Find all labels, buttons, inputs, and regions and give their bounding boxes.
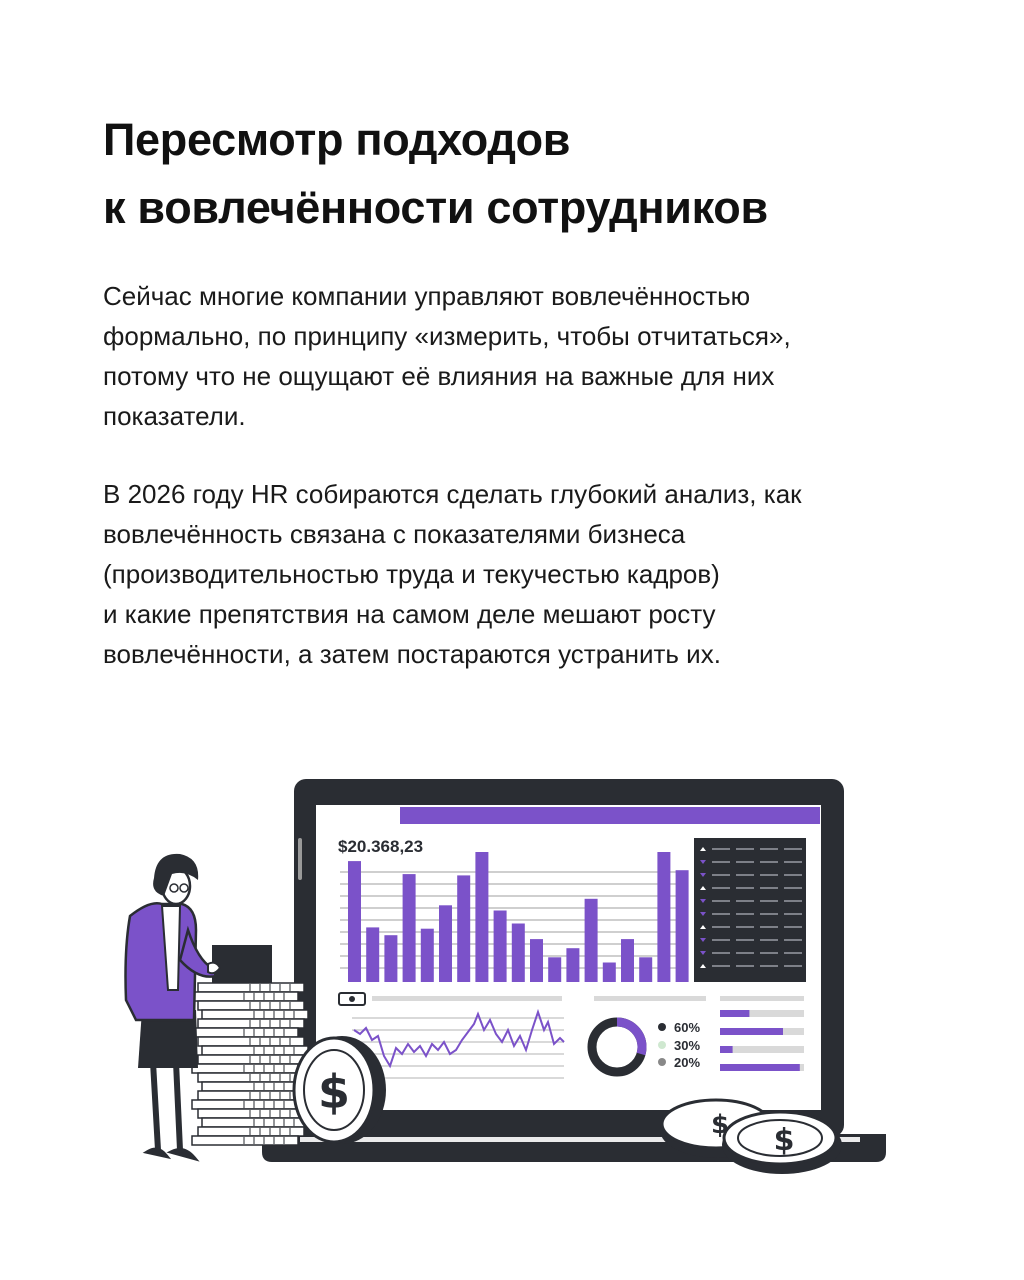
paragraph-line: показатели.	[103, 401, 246, 431]
chart-bar	[603, 963, 616, 983]
screen-amount: $20.368,23	[338, 837, 424, 856]
chart-bar	[384, 935, 397, 982]
chart-bar	[421, 929, 434, 982]
woman-legs	[153, 1062, 180, 1150]
table-cell-line	[736, 874, 754, 876]
table-cell-line	[784, 939, 802, 941]
legend-dot-2	[658, 1041, 666, 1049]
stacked-coin	[198, 1037, 304, 1046]
table-cell-line	[736, 913, 754, 915]
chart-bar	[512, 924, 525, 983]
table-cell-line	[760, 913, 778, 915]
table-cell-line	[712, 900, 730, 902]
table-cell-line	[712, 913, 730, 915]
paragraph-intro	[103, 276, 963, 436]
stacked-coin	[198, 1127, 304, 1136]
legend-dot-3	[658, 1058, 666, 1066]
table-cell-line	[784, 861, 802, 863]
coin-stack-top-block	[212, 945, 272, 983]
table-cell-line	[760, 965, 778, 967]
paragraph-forecast	[103, 474, 963, 674]
legend-label-1: 60%	[674, 1020, 701, 1035]
paragraph-line: В 2026 году HR собираются сделать глубокий анализ, как	[103, 479, 802, 509]
data-table	[694, 838, 806, 982]
stacked-coin	[202, 1082, 308, 1091]
paragraph-line: вовлечённости, а затем постараются устранить их.	[103, 639, 721, 669]
stacked-coin	[198, 1091, 304, 1100]
paragraph-line: вовлечённость связана с показателями бизнеса	[103, 519, 686, 549]
title-line-1: Пересмотр подходов	[103, 114, 571, 165]
stacked-coin	[192, 1136, 298, 1145]
chart-bar	[494, 911, 507, 983]
chart-bar	[457, 875, 470, 982]
table-cell-line	[784, 926, 802, 928]
table-cell-line	[760, 874, 778, 876]
woman-shoes	[148, 1150, 194, 1158]
paragraph-line: формально, по принципу «измерить, чтобы отчитаться»,	[103, 321, 791, 351]
coin-back-symbol: $	[710, 1110, 730, 1140]
chart-bar	[566, 948, 579, 982]
dollar-coin-icon	[294, 1036, 386, 1144]
table-cell-line	[712, 926, 730, 928]
chart-bar	[403, 874, 416, 982]
table-cell-line	[712, 939, 730, 941]
table-cell-line	[712, 874, 730, 876]
table-cell-line	[736, 887, 754, 889]
stacked-coin	[198, 1073, 304, 1082]
chart-bar	[530, 939, 543, 982]
paragraph-line: (производительностью труда и текучестью кадров)	[103, 559, 720, 589]
table-cell-line	[760, 939, 778, 941]
progress-fill	[720, 1046, 733, 1053]
chart-bar	[366, 927, 379, 982]
table-cell-line	[760, 848, 778, 850]
chart-bar	[621, 939, 634, 982]
legend-dot-1	[658, 1023, 666, 1031]
chart-bar	[475, 852, 488, 982]
chart-bar	[639, 957, 652, 982]
table-cell-line	[712, 952, 730, 954]
table-cell-line	[784, 848, 802, 850]
laptop-camera-bar	[298, 838, 302, 880]
stacked-coin	[202, 1046, 308, 1055]
coin-stack	[192, 983, 308, 1145]
title-line-2: к вовлечённости сотрудников	[103, 182, 768, 233]
screen-header-bar	[400, 807, 820, 824]
paragraph-line: потому что не ощущают её влияния на важные для них	[103, 361, 775, 391]
table-cell-line	[784, 874, 802, 876]
chart-bar	[439, 905, 452, 982]
table-cell-line	[760, 887, 778, 889]
data-table-bg	[694, 838, 806, 982]
stacked-coin	[198, 1055, 304, 1064]
dashboard-illustration	[0, 760, 1024, 1180]
table-cell-line	[736, 900, 754, 902]
table-cell-line	[760, 900, 778, 902]
stacked-coin	[192, 992, 298, 1001]
progress-header-bar	[720, 996, 804, 1001]
coin-front-symbol: $	[773, 1123, 795, 1158]
table-cell-line	[760, 926, 778, 928]
legend-label-3: 20%	[674, 1055, 701, 1070]
chart-bar	[676, 870, 689, 982]
table-cell-line	[736, 848, 754, 850]
table-cell-line	[736, 965, 754, 967]
table-cell-line	[784, 952, 802, 954]
stacked-coin	[198, 1019, 304, 1028]
stacked-coin	[198, 1109, 304, 1118]
table-cell-line	[736, 861, 754, 863]
stacked-coin	[198, 983, 304, 992]
stacked-coin	[198, 1001, 304, 1010]
big-coin-symbol: $	[317, 1065, 351, 1119]
banknote-icon-center	[349, 996, 355, 1002]
chart-bar	[585, 899, 598, 982]
chart-bar	[348, 861, 361, 982]
progress-fill	[720, 1010, 749, 1017]
donut-header-bar	[594, 996, 706, 1001]
paragraph-line: Сейчас многие компании управляют вовлечённостью	[103, 281, 751, 311]
stacked-coin	[192, 1028, 298, 1037]
stacked-coin	[202, 1118, 308, 1127]
stacked-coin	[192, 1100, 298, 1109]
progress-fill	[720, 1064, 800, 1071]
table-cell-line	[784, 965, 802, 967]
stacked-coin	[192, 1064, 298, 1073]
table-cell-line	[712, 965, 730, 967]
paragraph-line: и какие препятствия на самом деле мешают росту	[103, 599, 716, 629]
progress-fill	[720, 1028, 783, 1035]
table-cell-line	[712, 848, 730, 850]
table-cell-line	[712, 887, 730, 889]
chart-bar	[657, 852, 670, 982]
table-cell-line	[784, 887, 802, 889]
legend-label-2: 30%	[674, 1038, 701, 1053]
stacked-coin	[202, 1010, 308, 1019]
table-cell-line	[784, 900, 802, 902]
page-title	[103, 106, 963, 242]
table-cell-line	[712, 861, 730, 863]
table-cell-line	[760, 952, 778, 954]
table-cell-line	[760, 861, 778, 863]
table-cell-line	[736, 952, 754, 954]
line-chart-header-bar	[372, 996, 562, 1001]
chart-bar	[548, 957, 561, 982]
table-cell-line	[736, 939, 754, 941]
table-cell-line	[784, 913, 802, 915]
table-cell-line	[736, 926, 754, 928]
